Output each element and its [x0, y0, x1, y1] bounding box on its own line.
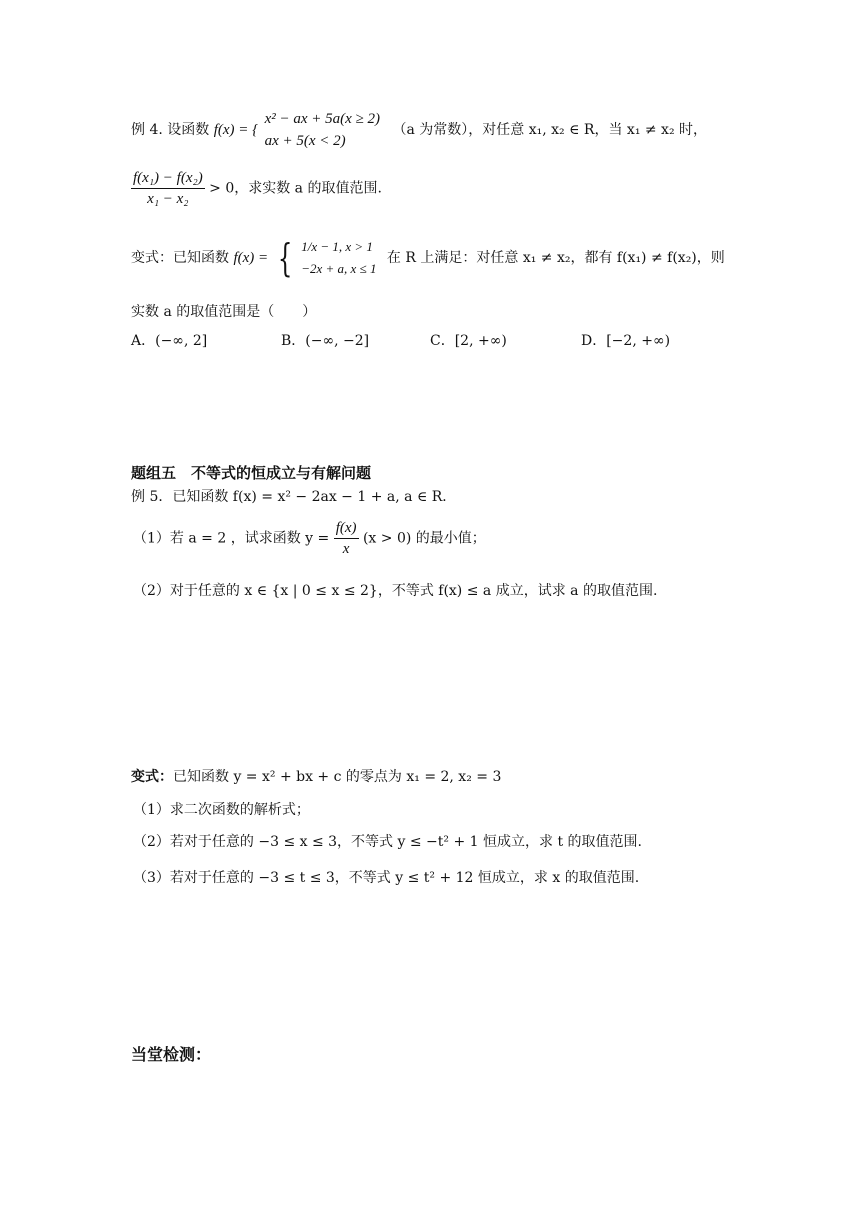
variation-1-line: [131, 236, 725, 280]
variation-1-piece-2: −2x + a, x ≤ 1: [301, 261, 377, 276]
example-5-q1-fraction: [334, 518, 359, 559]
in-class-check-title: 当堂检测：: [131, 1045, 212, 1064]
variation-2-text: 已知函数 y = x² + bx + c 的零点为 x₁ = 2, x₂ = 3: [173, 769, 502, 785]
example-5-question-2: （2）对于任意的 x ∈ {x | 0 ≤ x ≤ 2}，不等式 f(x) ≤ a 成立，试求 a 的取值范围.: [133, 583, 658, 599]
example-5-q1-prefix: （1）若 a = 2 ，试求函数 y =: [133, 530, 330, 547]
example-4-fraction-denominator: x₁ − x₂: [147, 191, 189, 207]
variation-1-label: 变式：已知函数: [131, 250, 229, 266]
example-4-line: [131, 108, 707, 152]
example-4-fraction-numerator: f(x₁) − f(x₂): [131, 168, 205, 189]
option-c: C．[2, +∞): [430, 333, 507, 349]
variation-1-text: 在 R 上满足：对任意 x₁ ≠ x₂，都有 f(x₁) ≠ f(x₂)，则: [386, 250, 725, 266]
variation-2-question-2: （2）若对于任意的 −3 ≤ x ≤ 3，不等式 y ≤ −t² + 1 恒成立，求 t 的取值范围.: [133, 834, 642, 850]
example-4-piecewise: [265, 108, 380, 152]
option-b: B．(−∞, −2]: [281, 333, 370, 349]
option-d: D．[−2, +∞): [581, 333, 671, 349]
variation-2-line: [131, 767, 501, 787]
variation-1-piecewise: [301, 236, 376, 280]
variation-1-brace: {: [277, 236, 292, 280]
variation-2-label: 变式：: [131, 769, 173, 785]
example-5-q1-numerator: f(x): [334, 518, 359, 539]
variation-1-function: f(x) =: [233, 250, 269, 266]
example-5-q1-denominator: x: [342, 541, 350, 557]
example-4-label: 例 4. 设函数: [131, 122, 210, 138]
example-4-fraction: [131, 168, 205, 209]
variation-1-piece-1: 1/x − 1, x > 1: [301, 239, 373, 254]
example-4-function: f(x) = {: [213, 122, 259, 138]
group-5-title: 题组五 不等式的恒成立与有解问题: [131, 464, 372, 482]
example-5-line: 例 5．已知函数 f(x) = x² − 2ax − 1 + a, a ∈ R．: [131, 489, 457, 505]
example-4-piece-1: x² − ax + 5a(x ≥ 2): [264, 111, 381, 127]
example-4-note: （a 为常数），对任意 x₁, x₂ ∈ R，当 x₁ ≠ x₂ 时，: [392, 122, 708, 138]
example-5-q1-suffix: (x > 0) 的最小值；: [362, 530, 486, 547]
example-4-condition-tail: > 0，求实数 a 的取值范围.: [209, 180, 382, 197]
example-5-question-1: [133, 518, 486, 559]
example-4-piece-2: ax + 5(x < 2): [264, 133, 346, 149]
variation-2-question-3: （3）若对于任意的 −3 ≤ t ≤ 3，不等式 y ≤ t² + 12 恒成立，求 x 的取值范围.: [133, 870, 640, 886]
variation-1-question: 实数 a 的取值范围是（ ）: [131, 304, 317, 320]
example-4-condition: [131, 168, 382, 209]
option-a: A．(−∞, 2]: [131, 333, 208, 349]
variation-2-question-1: （1）求二次函数的解析式；: [133, 802, 310, 818]
